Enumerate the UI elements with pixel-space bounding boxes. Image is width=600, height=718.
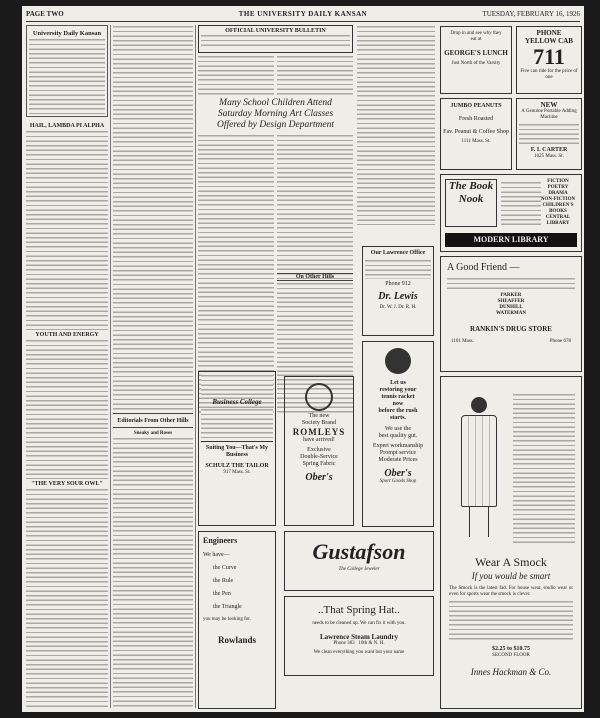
ad-text — [519, 123, 579, 145]
newspaper-page — [22, 6, 584, 712]
romleys-line-2: Society Brand — [301, 420, 337, 426]
editorial-head-3: "THE VERY SOUR OWL" — [31, 481, 103, 487]
editorial-text-3 — [26, 488, 108, 708]
tennis-line-9: Expert workmanship — [372, 443, 424, 449]
spring-hat-line-1: needs to be cleaned up. We can fix it with you. — [312, 621, 406, 626]
engineers-line-6: you may be looking for. — [203, 617, 251, 622]
business-name: Business College — [212, 398, 262, 406]
on-other-hills-text — [277, 282, 353, 372]
new-line-1: A Genuine Portable Adding Machine — [521, 109, 577, 120]
office-title: Our Lawrence Office — [370, 250, 426, 256]
tennis-line-2: restoring your — [379, 387, 417, 393]
tennis-line-11: Moderate Prices — [378, 457, 418, 463]
player-icon — [385, 348, 411, 374]
bulletin-col-a — [198, 55, 274, 95]
tennis-line-6: starts. — [390, 415, 406, 421]
tennis-line-3: tennis racket — [381, 394, 415, 400]
other-hills-headline: Editorials From Other Hills — [117, 418, 189, 424]
gustafson-sub: The College Jeweler — [338, 567, 380, 572]
page-number: PAGE TWO — [26, 10, 64, 18]
peanuts-name: JUMBO PEANUTS — [450, 103, 502, 109]
rankins-address: 1101 Mass. — [451, 339, 474, 344]
woman-figure-icon — [453, 397, 505, 547]
column-divider — [195, 25, 196, 708]
engineers-line-3: the Rule — [213, 578, 234, 584]
business-line-2: Business — [225, 452, 248, 458]
laundry-address: 10th & N. H. — [358, 641, 385, 646]
pen-brand-4: WATERMAN — [496, 311, 526, 316]
business-line-1: Suiting You—That's My — [205, 445, 269, 451]
romleys-line-4: Exclusive — [307, 447, 331, 453]
book-nook-name: The Book Nook — [445, 179, 497, 227]
obers-brand-2: Ober's — [384, 468, 412, 479]
smock-price: $2.25 to $10.75 — [492, 646, 530, 652]
bulletin-col-b — [277, 55, 353, 95]
obers-sub: Sport Goods Shop — [379, 479, 417, 484]
tennis-ad[interactable] — [362, 341, 434, 527]
romleys-line-5: Double-Service — [300, 454, 338, 460]
editorial-text-1 — [26, 130, 108, 330]
romleys-line-1: The new — [308, 413, 330, 419]
tailor-address: 917 Mass. St. — [223, 470, 251, 475]
our-office-ad[interactable] — [362, 246, 434, 336]
obers-brand: Ober's — [305, 472, 333, 483]
on-other-hills-head: On Other Hills — [277, 273, 353, 281]
tennis-line-7: We use the — [384, 426, 412, 432]
laundry-name: Lawrence Steam Laundry — [319, 633, 399, 641]
pen-brand-2: SHEAFFER — [497, 299, 525, 304]
editorial-head-2: YOUTH AND ENERGY — [35, 332, 99, 338]
ad-text — [201, 408, 273, 438]
tennis-line-4: now — [392, 401, 404, 407]
column-2-text-b — [113, 437, 193, 708]
staff-listing — [29, 38, 105, 116]
rowlands-name: Rowlands — [217, 635, 256, 645]
other-hills-subhead: Sneaky and Roses — [133, 431, 173, 436]
tennis-line-5: before the rush — [378, 408, 418, 414]
genre-1: FICTION — [547, 179, 569, 184]
lunch-line-1: Drop in and see why they — [450, 31, 502, 36]
rankins-contact — [441, 333, 581, 345]
tailor-name: SCHULZ THE TAILOR — [205, 463, 269, 469]
spring-hat-title: ..That Spring Hat.. — [318, 604, 400, 616]
crest-icon — [305, 383, 333, 411]
headline-line-3: Offered by Design Department — [216, 120, 335, 130]
phone-number: 711 — [533, 44, 565, 69]
bulletin-box — [198, 25, 353, 53]
genre-4: NON-FICTION — [540, 197, 576, 202]
nameplate-box — [26, 25, 108, 117]
peanuts-line-2: Fav. Peanut & Coffee Shop — [443, 129, 509, 135]
romleys-line-6: Spring Fabric — [302, 461, 336, 467]
engineers-title: Engineers — [203, 536, 238, 545]
ad-text — [513, 393, 575, 543]
laundry-phone-text: Phone 383 — [333, 641, 355, 646]
ad-text — [201, 374, 273, 396]
engineers-line-1: We have— — [203, 552, 230, 558]
new-machine-ad[interactable] — [516, 98, 582, 170]
gustafson-name: Gustafson — [312, 539, 406, 564]
main-headline — [198, 98, 353, 131]
rankins-phone: Phone 678 — [549, 339, 571, 344]
genre-5: CHILDREN'S BOOKS — [542, 203, 574, 214]
rankins-name: RANKIN'S DRUG STORE — [470, 325, 552, 333]
lunch-address: Just North of the Varsity — [451, 61, 501, 66]
phone-tagline: Five can ride for the price of one — [520, 69, 578, 80]
store-name: Innes Hackman & Co. — [470, 667, 552, 677]
phone-ad[interactable] — [516, 26, 582, 94]
office-phone: Phone 912 — [385, 281, 411, 287]
column-divider — [110, 25, 111, 708]
headline-line-1: Many School Children Attend — [219, 98, 332, 108]
smock-body: The Smock is the latest fad. For house wear, studio wear or even for sports wear the smock is clever. — [449, 586, 573, 597]
engineers-line-2: the Curve — [213, 565, 237, 571]
modern-library-banner: MODERN LIBRARY — [445, 233, 577, 247]
ad-text — [449, 600, 573, 640]
good-friend-ad[interactable] — [440, 256, 582, 372]
business-college-ad[interactable] — [198, 371, 276, 526]
pen-brand-3: DUNHILL — [499, 305, 523, 310]
bulletin-title: OFFICIAL UNIVERSITY BULLETIN — [225, 28, 326, 34]
smock-head — [449, 555, 573, 677]
genre-6: CENTRAL LIBRARY — [545, 215, 571, 226]
romleys-line-3: have arrived! — [303, 437, 335, 443]
masthead: THE UNIVERSITY DAILY KANSAN — [238, 10, 368, 18]
column-5-text — [357, 25, 435, 225]
nameplate: University Daily Kansan — [32, 30, 102, 37]
smock-title: Wear A Smock — [475, 555, 547, 569]
ad-text — [447, 277, 575, 291]
genre-2: POETRY — [547, 185, 569, 190]
lunch-name: GEORGE'S LUNCH — [444, 49, 508, 57]
carter-name: F. I. CARTER — [530, 147, 568, 153]
carter-address: 1025 Mass. St. — [534, 154, 564, 159]
new-head: NEW — [540, 101, 558, 109]
engineers-line-5: the Triangle — [213, 604, 242, 610]
doctor-names: Dr. W. J. Dr. R. H. — [379, 305, 417, 310]
phone-label: PHONE — [536, 29, 562, 37]
smock-ad[interactable] — [440, 376, 582, 709]
page-header — [26, 10, 580, 20]
book-nook-genres — [539, 179, 577, 227]
romleys-ad[interactable] — [284, 376, 354, 526]
laundry-tagline: We clean everything you want but your name — [313, 650, 405, 655]
editorial-text-2 — [26, 339, 108, 479]
column-2-text — [113, 25, 193, 410]
engineers-ad[interactable] — [198, 531, 276, 709]
lunch-ad[interactable] — [440, 26, 512, 94]
peanuts-line-1: Fresh Roasted — [458, 116, 494, 122]
column-1 — [26, 25, 108, 708]
headline-line-2: Saturday Morning Art Classes — [217, 109, 334, 119]
editorial-head-1: HAIL, LAMBDA PI ALPHA — [29, 123, 105, 129]
tennis-line-1: Let us — [390, 380, 406, 386]
lunch-line-2: eat at — [470, 37, 482, 42]
peanuts-ad[interactable] — [440, 98, 512, 170]
genre-3: DRAMA — [548, 191, 568, 196]
doctor-name: Dr. Lewis — [378, 291, 418, 302]
column-2 — [113, 25, 193, 708]
ad-text — [365, 259, 431, 279]
bulletin-text — [201, 34, 350, 49]
smock-floor: SECOND FLOOR — [492, 653, 530, 658]
book-nook-ad[interactable] — [440, 174, 582, 252]
pen-brand-1: PARKER — [500, 293, 522, 298]
smock-sub: If you would be smart — [471, 571, 551, 581]
engineers-line-4: the Pen — [213, 591, 231, 597]
header-rule — [26, 21, 580, 22]
romleys-name: ROMLEYS — [292, 427, 346, 437]
tennis-line-8: best quality gut. — [378, 433, 418, 439]
peanuts-address: 1111 Mass. St. — [461, 139, 491, 144]
ad-text — [501, 181, 541, 225]
issue-date: TUESDAY, FEBRUARY 16, 1926 — [482, 10, 580, 18]
tennis-line-10: Prompt service — [379, 450, 417, 456]
yellow-cab: YELLOW CAB — [525, 37, 573, 45]
good-friend-title: A Good Friend — — [447, 262, 520, 273]
